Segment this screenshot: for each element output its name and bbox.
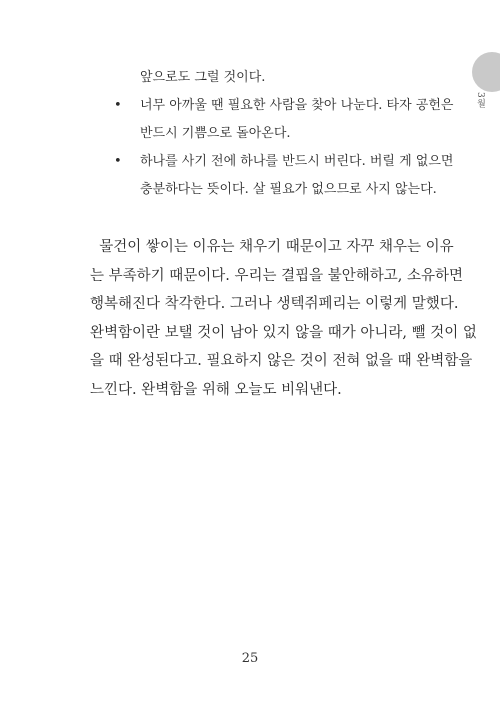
paragraph-line: 느낀다. 완벽함을 위해 오늘도 비워낸다. — [90, 381, 342, 398]
list-item — [100, 92, 460, 148]
paragraph-line: 행복해진다 착각한다. 그러나 생텍쥐페리는 이렇게 말했다. — [90, 296, 459, 312]
list-line: 앞으로도 그럴 것이다. — [140, 70, 266, 85]
bullet-list — [100, 64, 460, 204]
paragraph-line: 완벽함이란 보탤 것이 남아 있지 않을 때가 아니라, 뺄 것이 없 — [90, 324, 477, 341]
page-number: 25 — [241, 651, 259, 666]
bullet-icon: • — [114, 154, 122, 169]
bullet-icon: • — [114, 98, 122, 113]
paragraph-line: 물건이 쌓이는 이유는 채우기 때문이고 자꾸 채우는 이유 — [90, 239, 454, 255]
list-item — [100, 148, 460, 204]
body-paragraph — [90, 233, 477, 404]
paragraph-line: 을 때 완성된다고. 필요하지 않은 것이 전혀 없을 때 완벽함을 — [90, 353, 473, 369]
list-line: 충분하다는 뜻이다. 살 필요가 없으므로 사지 않는다. — [140, 182, 437, 197]
paragraph-line: 는 부족하기 때문이다. 우리는 결핍을 불안해하고, 소유하면 — [90, 267, 464, 284]
list-line: 하나를 사기 전에 하나를 반드시 버린다. 버릴 게 없으면 — [140, 154, 454, 169]
list-line: 너무 아까울 땐 필요한 사람을 찾아 나눈다. 타자 공헌은 — [140, 98, 454, 113]
list-line: 반드시 기쁨으로 돌아온다. — [140, 126, 291, 141]
chapter-label: 3월 — [475, 92, 485, 109]
list-item-continuation — [100, 64, 460, 92]
chapter-tab-marker — [472, 52, 500, 92]
